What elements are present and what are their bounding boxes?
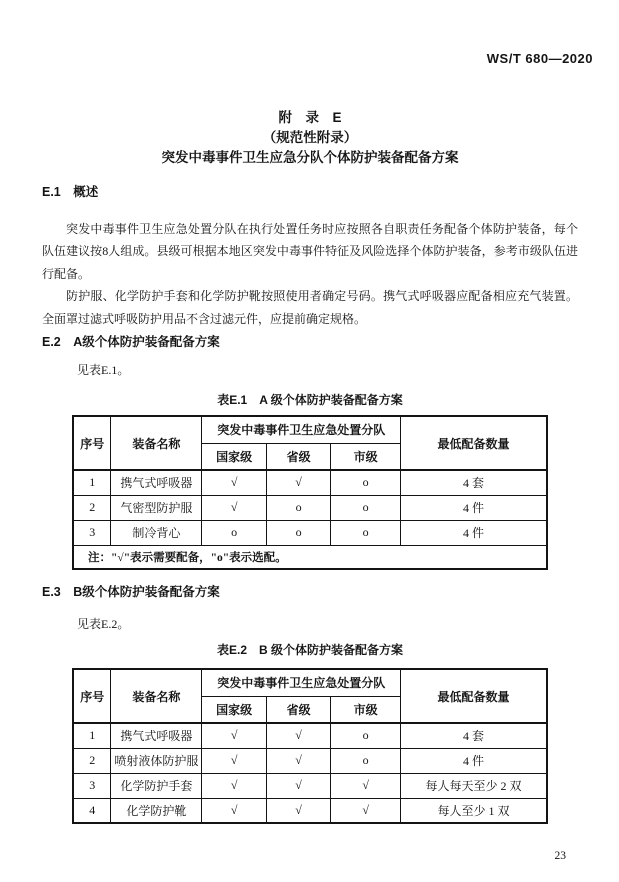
table-e2 [72,668,548,824]
table-cell: 4 套 [400,723,547,748]
table-row [73,748,547,773]
table-cell: o [331,495,401,520]
table-e1-caption: 表E.1 A 级个体防护装备配备方案 [217,393,403,408]
table-cell: 4 件 [400,520,547,545]
page-number: 23 [554,850,566,862]
column-header-national: 国家级 [202,443,266,470]
table-cell: 1 [73,470,111,495]
column-header-group: 突发中毒事件卫生应急处置分队 [202,416,401,443]
table-cell: o [331,748,401,773]
table-cell: 4 件 [400,495,547,520]
table-cell: √ [202,723,266,748]
section-e1-paragraph-2: 防护服、化学防护手套和化学防护靴按照使用者确定号码。携气式呼吸器应配备相应充气装置。全面罩过滤式呼吸防护用品不含过滤元件，应提前确定规格。 [42,289,578,326]
table-cell: 3 [73,773,111,798]
standard-code: WS/T 680—2020 [486,51,593,66]
table-cell: 每人至少 1 双 [400,798,547,823]
table-row [73,495,547,520]
table-cell: √ [202,773,266,798]
table-cell: 4 套 [400,470,547,495]
title-block [42,0,578,168]
column-header-name: 装备名称 [111,416,202,470]
table-row [73,470,547,495]
table-cell: √ [202,495,266,520]
section-e3-intro: 见表E.2。 [77,617,130,632]
section-e3-heading: E.3 B级个体防护装备配备方案 [42,585,220,600]
table-cell: √ [266,470,330,495]
column-header-min: 最低配备数量 [400,416,547,470]
table-cell: 制冷背心 [111,520,202,545]
table-row [73,520,547,545]
table-e1-body [73,470,547,545]
table-cell: o [331,470,401,495]
table-row [73,798,547,823]
table-cell: √ [266,748,330,773]
table-row [73,723,547,748]
table-cell: √ [266,773,330,798]
column-header-city: 市级 [331,696,401,723]
table-cell: o [266,520,330,545]
column-header-city: 市级 [331,443,401,470]
table-row [73,545,547,569]
table-cell: 4 件 [400,748,547,773]
table-e2-header [73,669,547,723]
section-e2-heading: E.2 A级个体防护装备配备方案 [42,335,220,350]
table-cell: √ [202,470,266,495]
table-cell: o [202,520,266,545]
column-header-seq: 序号 [73,416,111,470]
table-cell: 携气式呼吸器 [111,470,202,495]
section-e1-paragraph-1: 突发中毒事件卫生应急处置分队在执行处置任务时应按照各自职责任务配备个体防护装备，每个队伍建议按8人组成。县级可根据本地区突发中毒事件特征及风险选择个体防护装备，参考市级队伍进行配备。 [42,222,578,281]
table-cell: o [331,723,401,748]
column-header-provincial: 省级 [266,696,330,723]
column-header-national: 国家级 [202,696,266,723]
table-cell: √ [266,723,330,748]
table-cell: √ [331,798,401,823]
table-cell: 每人每天至少 2 双 [400,773,547,798]
table-cell: 携气式呼吸器 [111,723,202,748]
table-e2-caption: 表E.2 B 级个体防护装备配备方案 [216,643,403,658]
table-cell: √ [266,798,330,823]
appendix-title: 突发中毒事件卫生应急分队个体防护装备配备方案 [161,150,459,165]
table-cell: 喷射液体防护服 [111,748,202,773]
column-header-group: 突发中毒事件卫生应急处置分队 [202,669,401,696]
table-cell: 1 [73,723,111,748]
table-e1-note: 注："√"表示需要配备，"o"表示选配。 [73,545,547,569]
table-cell: 2 [73,495,111,520]
table-row [73,773,547,798]
table-cell: 化学防护靴 [111,798,202,823]
table-cell: 4 [73,798,111,823]
column-header-min: 最低配备数量 [400,669,547,723]
table-e1-header [73,416,547,470]
table-cell: 2 [73,748,111,773]
table-cell: o [331,520,401,545]
table-cell: 化学防护手套 [111,773,202,798]
table-e2-body [73,723,547,823]
table-cell: 3 [73,520,111,545]
table-cell: √ [202,798,266,823]
appendix-type: （规范性附录） [262,130,358,145]
section-e1-heading: E.1 概述 [42,185,99,199]
section-e2-intro: 见表E.1。 [77,363,130,378]
column-header-seq: 序号 [73,669,111,723]
table-e1 [72,415,548,570]
table-cell: 气密型防护服 [111,495,202,520]
column-header-provincial: 省级 [266,443,330,470]
table-cell: √ [331,773,401,798]
column-header-name: 装备名称 [111,669,202,723]
appendix-label: 附 录 E [278,110,342,125]
table-cell: √ [202,748,266,773]
table-cell: o [266,495,330,520]
